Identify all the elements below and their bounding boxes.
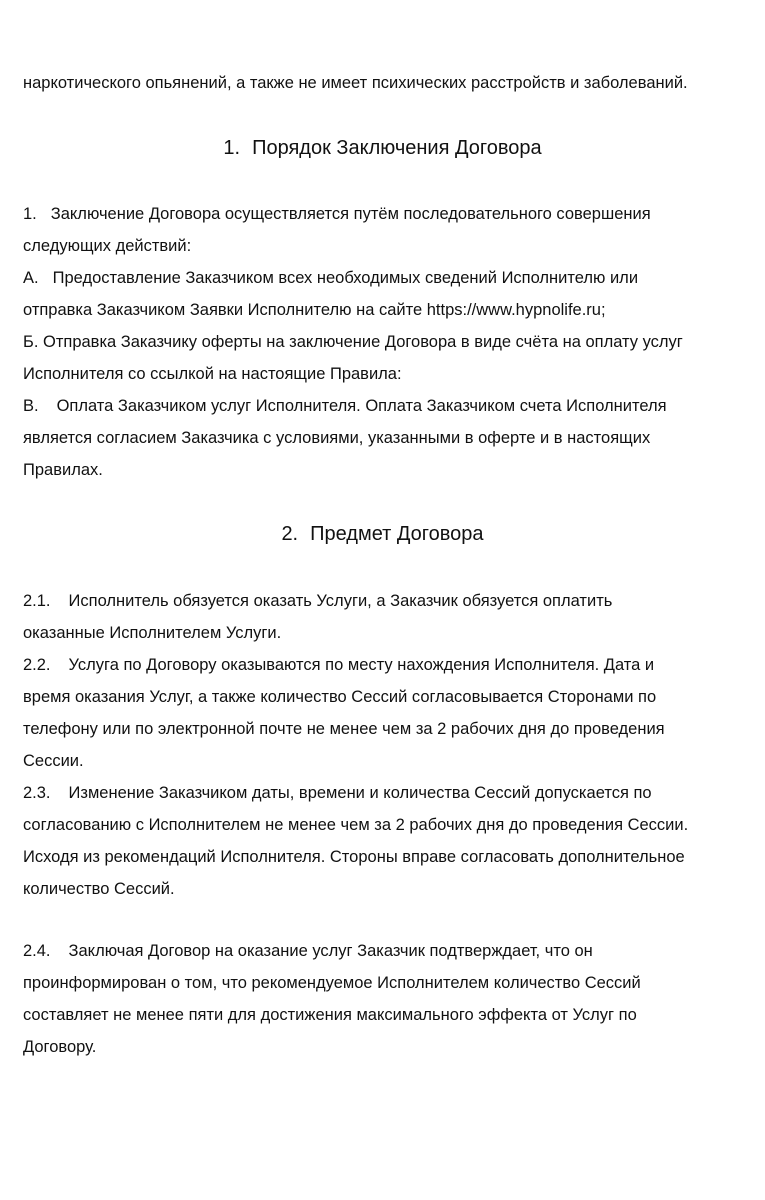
section-2-number: 2.: [281, 523, 299, 545]
section-1-item-b-line-1: Б. Отправка Заказчику оферты на заключение Договора в виде счёта на оплату услуг: [23, 333, 683, 351]
clause-2-4-line-1: [23, 941, 593, 961]
clause-2-3-number: 2.3.: [23, 784, 51, 802]
clause-2-3-line-4: количество Сессий.: [23, 880, 175, 898]
section-1-item-1-line-1: [23, 204, 651, 224]
clause-2-3-line-1: [23, 783, 652, 803]
clause-2-2-line-2: время оказания Услуг, а также количество Сессий согласовывается Сторонами по: [23, 688, 657, 706]
clause-2-4-number: 2.4.: [23, 942, 51, 960]
clause-2-1-line-1: [23, 591, 612, 611]
clause-2-2-number: 2.2.: [23, 656, 51, 674]
clause-2-2-line-3: телефону или по электронной почте не менее чем за 2 рабочих дня до проведения: [23, 720, 665, 738]
section-1-item-v-marker: В.: [23, 397, 39, 415]
section-1-item-1-text: Заключение Договора осуществляется путём последовательного совершения: [50, 205, 651, 223]
clause-2-2-text: Услуга по Договору оказываются по месту нахождения Исполнителя. Дата и: [68, 656, 655, 674]
section-1-heading: [0, 136, 765, 160]
section-2-heading: [0, 522, 765, 546]
section-1-item-a-line-1: [23, 268, 638, 288]
section-1-item-b-line-2: Исполнителя со ссылкой на настоящие Правила:: [23, 365, 402, 383]
section-2-title: Предмет Договора: [310, 523, 484, 545]
clause-2-4-text: Заключая Договор на оказание услуг Заказчик подтверждает, что он: [68, 942, 593, 960]
clause-2-2-line-4: Сессии.: [23, 752, 84, 770]
intro-tail-text: наркотического опьянений, а также не имеет психических расстройств и заболеваний.: [23, 74, 688, 92]
section-1-item-v-line-2: является согласием Заказчика с условиями, указанными в оферте и в настоящих: [23, 429, 651, 447]
clause-2-4-line-3: составляет не менее пяти для достижения максимального эффекта от Услуг по: [23, 1006, 637, 1024]
section-1-item-a-marker: А.: [23, 269, 39, 287]
section-1-item-1-number: 1.: [23, 205, 37, 223]
clause-2-1-text: Исполнитель обязуется оказать Услуги, а Заказчик обязуется оплатить: [68, 592, 613, 610]
clause-2-3-line-2: согласованию с Исполнителем не менее чем за 2 рабочих дня до проведения Сессии.: [23, 816, 689, 834]
section-1-item-a-text: Предоставление Заказчиком всех необходимых сведений Исполнителю или: [52, 269, 639, 287]
clause-2-4-line-2: проинформирован о том, что рекомендуемое Исполнителем количество Сессий: [23, 974, 641, 992]
clause-2-1-line-2: оказанные Исполнителем Услуги.: [23, 624, 282, 642]
section-1-item-v-text: Оплата Заказчиком услуг Исполнителя. Оплата Заказчиком счета Исполнителя: [56, 397, 667, 415]
section-1-item-a-line-2: отправка Заказчиком Заявки Исполнителю на сайте https://www.hypnolife.ru;: [23, 301, 606, 319]
section-1-item-v-line-1: [23, 396, 667, 416]
section-1-number: 1.: [223, 137, 241, 159]
clause-2-3-text: Изменение Заказчиком даты, времени и количества Сессий допускается по: [68, 784, 652, 802]
section-1-title: Порядок Заключения Договора: [252, 137, 542, 159]
clause-2-3-line-3: Исходя из рекомендаций Исполнителя. Стороны вправе согласовать дополнительное: [23, 848, 685, 866]
clause-2-2-line-1: [23, 655, 654, 675]
clause-2-4-line-4: Договору.: [23, 1038, 97, 1056]
section-1-item-v-line-3: Правилах.: [23, 461, 103, 479]
clause-2-1-number: 2.1.: [23, 592, 51, 610]
section-1-item-1-line-2: следующих действий:: [23, 237, 192, 255]
